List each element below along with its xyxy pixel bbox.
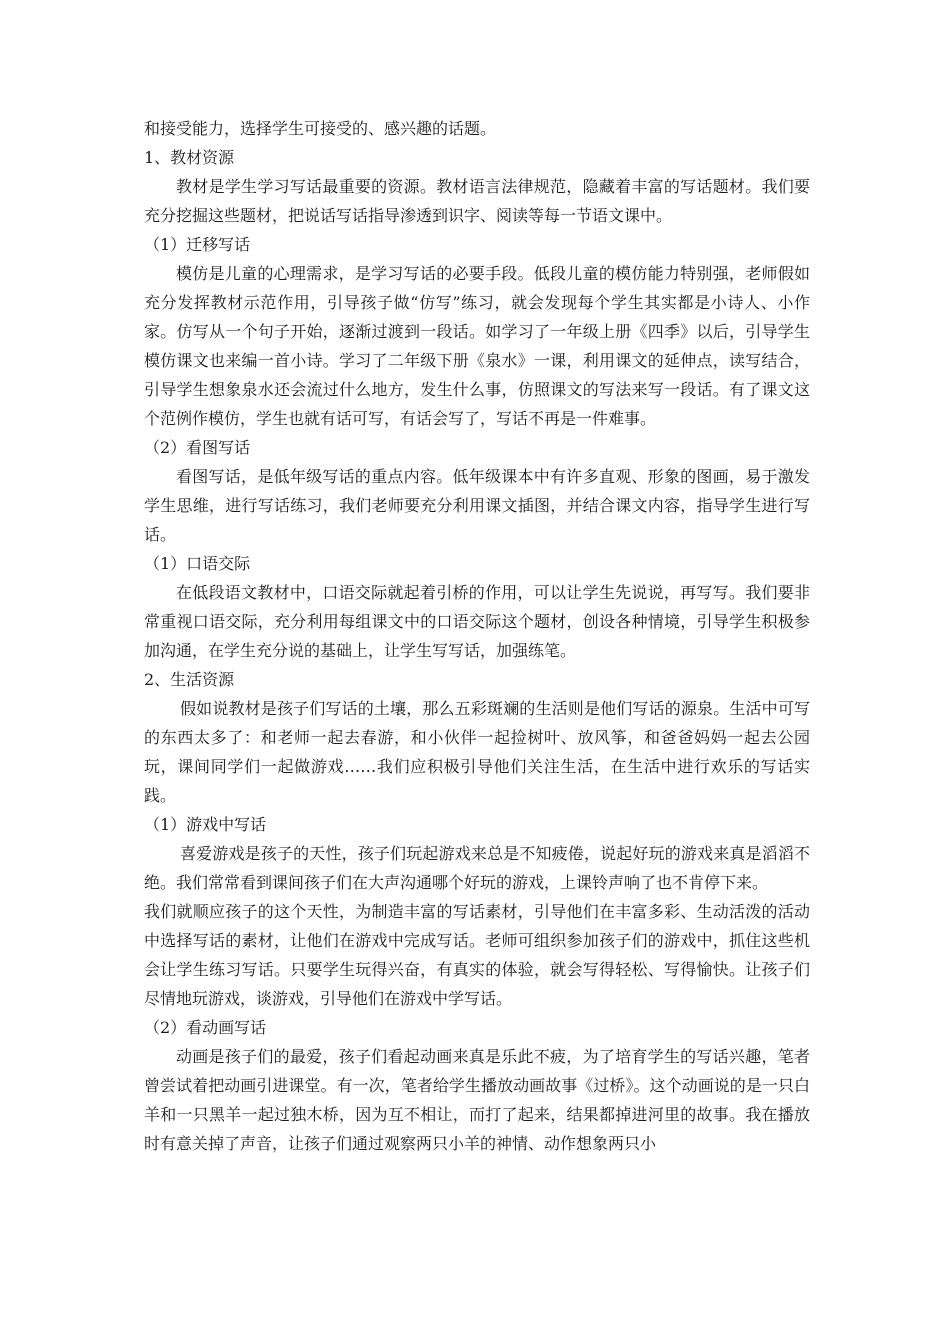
section-heading-textbook-resources: 1、教材资源: [144, 148, 235, 167]
subsection-heading-oral-communication: （1）口语交际: [144, 554, 251, 573]
paragraph: 和接受能力，选择学生可接受的、感兴趣的话题。: [144, 119, 497, 138]
subsection-heading-picture-writing: （2）看图写话: [144, 438, 251, 457]
paragraph: 我们就顺应孩子的这个天性，为制造丰富的写话素材，引导他们在丰富多彩、生动活泼的活动中选择写话的素材，让他们在游戏中完成写话。老师可组织参加孩子们的游戏中，抓住这些机会让学生练习写话。只要学生玩得兴奋，有真实的体验，就会写得轻松、写得愉快。让孩子们尽情地玩游戏，谈游戏，引导他们在游戏中学写话。: [144, 902, 810, 1008]
paragraph: 动画是孩子们的最爱，孩子们看起动画来真是乐此不疲，为了培育学生的写话兴趣，笔者曾尝试着把动画引进课堂。有一次，笔者给学生播放动画故事《过桥》。这个动画说的是一只白羊和一只黑羊一起过独木桥，因为互不相让，而打了起来，结果都掉进河里的故事。我在播放时有意关掉了声音，让孩子们通过观察两只小羊的神情、动作想象两只小: [144, 1047, 810, 1153]
paragraph: 教材是学生学习写话最重要的资源。教材语言法律规范，隐藏着丰富的写话题材。我们要充分挖掘这些题材，把说话写话指导渗透到识字、阅读等每一节语文课中。: [144, 177, 810, 225]
subsection-heading-transfer-writing: （1）迁移写话: [144, 235, 251, 254]
paragraph: 喜爱游戏是孩子的天性，孩子们玩起游戏来总是不知疲倦，说起好玩的游戏来真是滔滔不绝。我们常常看到课间孩子们在大声沟通哪个好玩的游戏，上课铃声响了也不肯停下来。: [144, 844, 810, 892]
paragraph: 假如说教材是孩子们写话的土壤，那么五彩斑斓的生活则是他们写话的源泉。生活中可写的东西太多了：和老师一起去春游，和小伙伴一起捡树叶、放风筝，和爸爸妈妈一起去公园玩，课间同学们一起做游戏……我们应积极引导他们关注生活，在生活中进行欢乐的写话实践。: [144, 699, 810, 805]
paragraph: 模仿是儿童的心理需求，是学习写话的必要手段。低段儿童的模仿能力特别强，老师假如充分发挥教材示范作用，引导孩子做“仿写”练习，就会发现每个学生其实都是小诗人、小作家。仿写从一个句子开始，逐渐过渡到一段话。如学习了一年级上册《四季》以后，引导学生模仿课文也来编一首小诗。学习了二年级下册《泉水》一课，利用课文的延伸点，读写结合，引导学生想象泉水还会流过什么地方，发生什么事，仿照课文的写法来写一段话。有了课文这个范例作模仿，学生也就有话可写，有话会写了，写话不再是一件难事。: [144, 264, 810, 428]
paragraph: 看图写话，是低年级写话的重点内容。低年级课本中有许多直观、形象的图画，易于激发学生思维，进行写话练习，我们老师要充分利用课文插图，并结合课文内容，指导学生进行写话。: [144, 467, 810, 544]
paragraph: 在低段语文教材中，口语交际就起着引桥的作用，可以让学生先说说，再写写。我们要非常重视口语交际，充分利用每组课文中的口语交际这个题材，创设各种情境，引导学生积极参加沟通，在学生充分说的基础上，让学生写写话，加强练笔。: [144, 583, 810, 660]
document-page: [144, 114, 810, 1158]
subsection-heading-game-writing: （1）游戏中写话: [144, 815, 267, 834]
section-heading-life-resources: 2、生活资源: [144, 670, 235, 689]
subsection-heading-animation-writing: （2）看动画写话: [144, 1018, 267, 1037]
